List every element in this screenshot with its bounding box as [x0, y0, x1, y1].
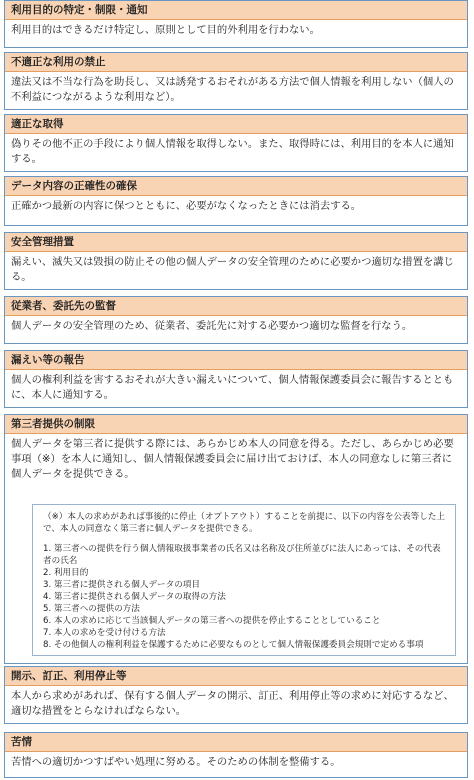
section-complaints — [4, 732, 468, 778]
section-body: 個人データの安全管理のため、従業者、委託先に対する必要かつ適切な監督を行なう。 — [11, 320, 413, 332]
section-heading: データ内容の正確性の確保 — [5, 177, 467, 196]
list-item: 1. 第三者への提供を行う個人情報取扱事業者の氏名又は名称及び住所並びに法人にあっては、その代表者の氏名 — [43, 544, 441, 566]
section-security-measures — [4, 232, 468, 290]
section-body: 個人の権利利益を害するおそれが大きい漏えいについて、個人情報保護委員会に報告するとともに、本人に通知する。 — [11, 374, 454, 401]
section-improper-use — [4, 52, 468, 110]
section-heading: 利用目的の特定・制限・通知 — [5, 1, 467, 20]
section-leak-report — [4, 350, 468, 408]
opt-out-note — [32, 504, 456, 656]
section-heading: 不適正な利用の禁止 — [5, 53, 467, 72]
section-supervision — [4, 296, 468, 344]
section-body: 苦情への適切かつすばやい処理に努める。そのための体制を整備する。 — [11, 756, 341, 768]
note-intro: （※）本人の求めがあれば事後的に停止（オプトアウト）することを前提に、以下の内容を公表等した上で、本人の同意なく第三者に個人データを提供できる。 — [43, 512, 445, 534]
section-body: 正確かつ最新の内容に保つとともに、必要がなくなったときには消去する。 — [11, 200, 362, 212]
section-body: 利用目的はできるだけ特定し、原則として目的外利用を行わない。 — [11, 24, 320, 36]
section-body: 偽りその他不正の手段により個人情報を取得しない。また、取得時には、利用目的を本人に通知する。 — [11, 138, 454, 165]
list-item: 3. 第三者に提供される個人データの項目 — [43, 580, 201, 590]
section-heading: 適正な取得 — [5, 115, 467, 134]
section-heading: 漏えい等の報告 — [5, 351, 467, 370]
section-body: 本人から求めがあれば、保有する個人データの開示、訂正、利用停止等の求めに対応するなど、適切な措置をとらなければならない。 — [11, 690, 454, 717]
section-proper-acquisition — [4, 114, 468, 172]
section-body: 違法又は不当な行為を助長し、又は誘発するおそれがある方法で個人情報を利用しない（個人の不利益につながるような利用など）。 — [11, 76, 454, 103]
section-heading: 第三者提供の制限 — [5, 415, 467, 434]
section-data-accuracy — [4, 176, 468, 226]
note-item-list — [43, 543, 445, 651]
section-disclosure-correction — [4, 666, 468, 724]
section-purpose — [4, 0, 468, 48]
list-item: 4. 第三者に提供される個人データの取得の方法 — [43, 592, 226, 602]
section-body: 個人データを第三者に提供する際には、あらかじめ本人の同意を得る。ただし、あらかじめ必要事項（※）を本人に通知し、個人情報保護委員会に届け出ておけば、本人の同意なしに第三者に個人データを提供できる。 — [11, 438, 454, 480]
list-item: 5. 第三者への提供の方法 — [43, 604, 140, 614]
list-item: 6. 本人の求めに応じて当該個人データの第三者への提供を停止することとしていること — [43, 616, 381, 626]
section-heading: 従業者、委託先の監督 — [5, 297, 467, 316]
section-heading: 安全管理措置 — [5, 233, 467, 252]
list-item: 7. 本人の求めを受け付ける方法 — [43, 628, 166, 638]
list-item: 2. 利用目的 — [43, 568, 89, 578]
section-heading: 開示、訂正、利用停止等 — [5, 667, 467, 686]
section-body: 漏えい、滅失又は毀損の防止その他の個人データの安全管理のために必要かつ適切な措置を講じる。 — [11, 256, 454, 283]
section-heading: 苦情 — [5, 733, 467, 752]
list-item: 8. その他個人の権利利益を保護するために必要なものとして個人情報保護委員会規則で定める事項 — [43, 640, 424, 650]
